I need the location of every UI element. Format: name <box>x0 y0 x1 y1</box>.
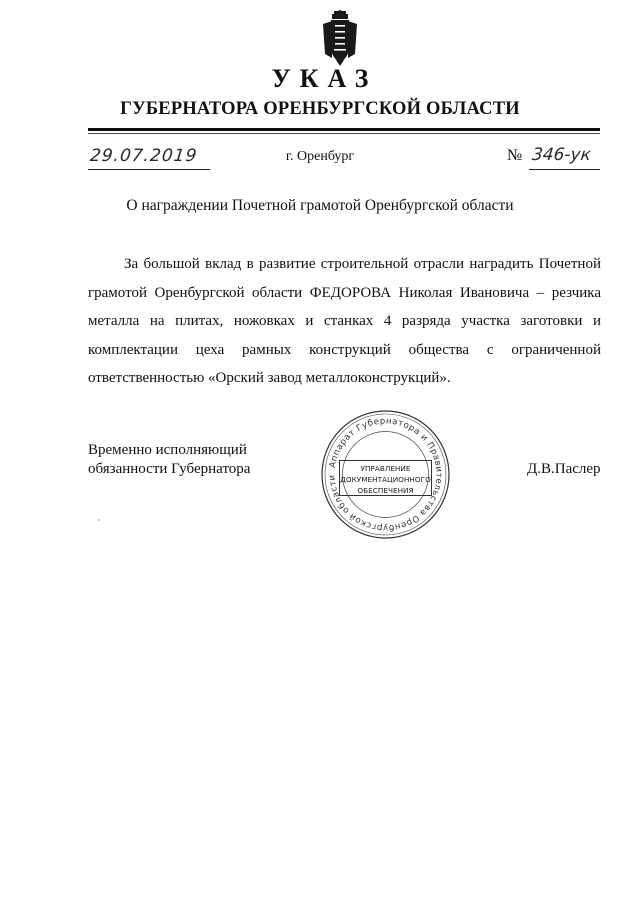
issuer-subtitle: ГУБЕРНАТОРА ОРЕНБУРГСКОЙ ОБЛАСТИ <box>120 99 520 119</box>
document-body: За большой вклад в развитие строительной отрасли наградить Почетной грамотой Оренбургской области ФЕДОРОВА Николая Ивановича – резчика металла на плитах, ножовках и станках 4 разряда участка заготовки и комплектации цеха рамных конструкций общества с ограниченной ответственностью «Орский завод металлоконструкций». <box>88 256 601 386</box>
date-underline <box>88 169 210 170</box>
document-date: 29.07.2019 <box>88 146 199 166</box>
document-number: 346-ук <box>530 145 592 165</box>
document-city: г. Оренбург <box>285 149 355 164</box>
seal-center-box <box>339 460 432 496</box>
seal-inner-line-3: ОБЕСПЕЧЕНИЯ <box>357 486 414 495</box>
header-rule-thick <box>88 128 600 131</box>
signatory-name: Д.В.Паслер <box>527 461 601 477</box>
signatory-position <box>88 441 288 479</box>
document-type-title: УКАЗ <box>271 64 378 93</box>
seal-ring-text: Аппарат Губернатора и Правительства Оренбургской области <box>327 416 444 533</box>
seal-inner-line-1: УПРАВЛЕНИЕ <box>360 464 411 473</box>
seal-inner-line-2: ДОКУМЕНТАЦИОННОГО <box>340 475 431 484</box>
number-label: № <box>507 147 523 164</box>
scan-speck <box>98 519 100 521</box>
number-underline <box>529 169 600 170</box>
oblast-coat-of-arms-icon <box>320 10 360 66</box>
signatory-position-line-1: Временно исполняющий <box>88 442 247 458</box>
signatory-position-line-2: обязанности Губернатора <box>88 461 251 477</box>
document-heading: О награждении Почетной грамотой Оренбургской области <box>126 197 514 214</box>
header-rule-thin <box>88 133 600 134</box>
